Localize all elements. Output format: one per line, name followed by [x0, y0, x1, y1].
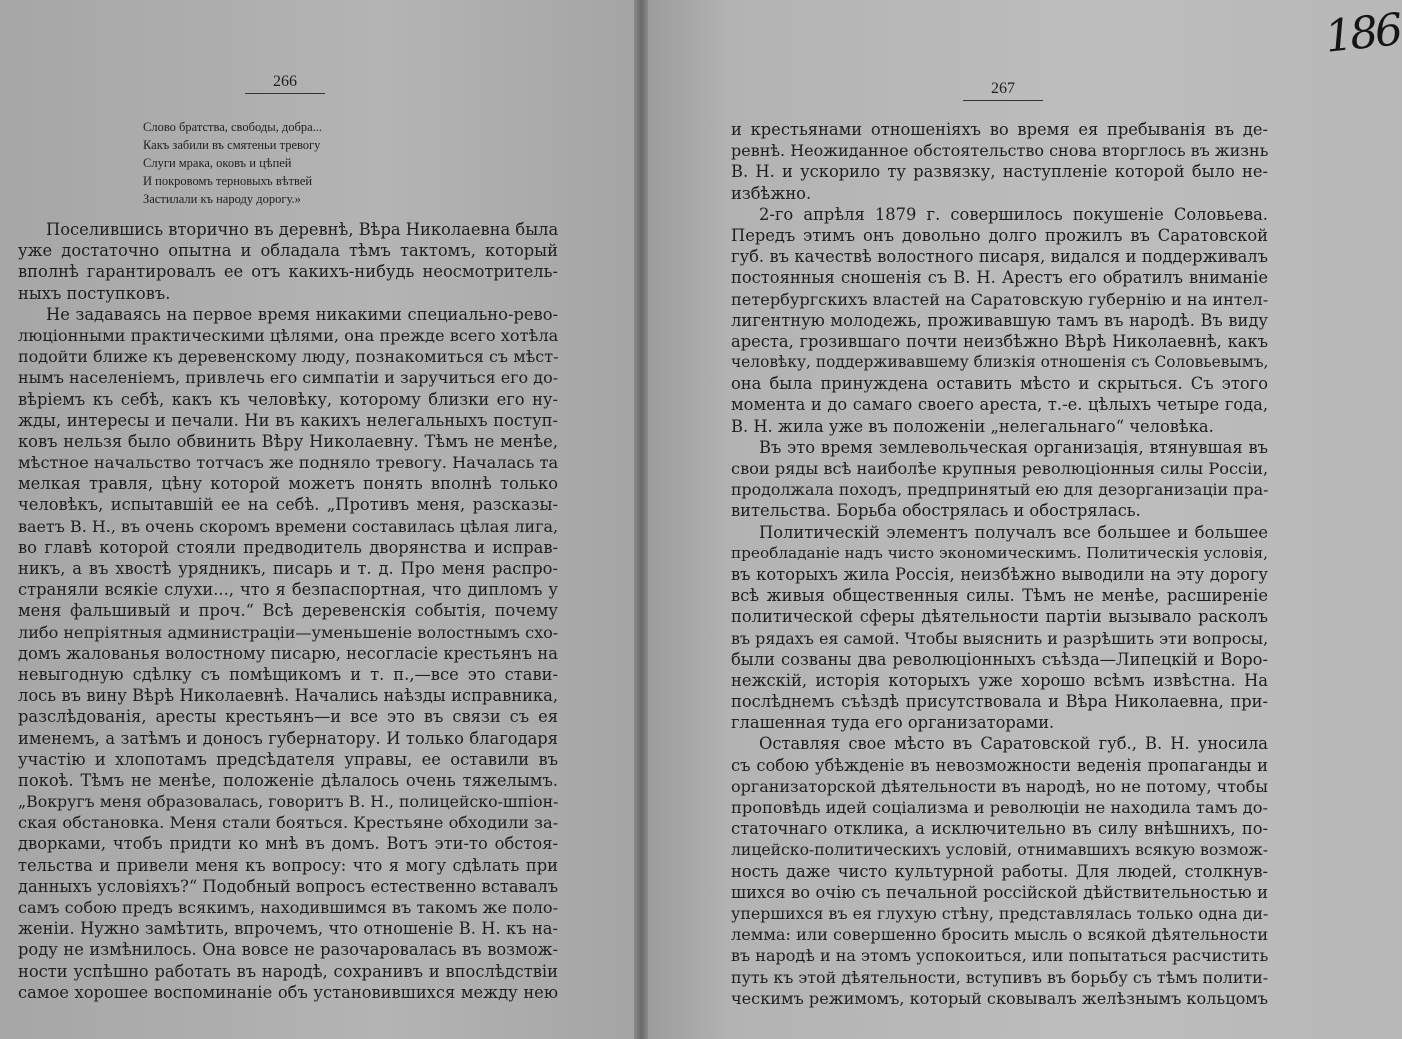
text-line: Не задаваясь на первое время никакими специально-рево-: [46, 304, 558, 324]
text-line: покоѣ. Тѣмъ не менѣе, положеніе дѣлалось очень тяжелымъ.: [18, 770, 558, 790]
text-line: жды, интересы и печали. Ни въ какихъ нелегальныхъ поступ-: [18, 410, 558, 430]
poem-line: Какъ забили въ смятеньи тревогу: [143, 138, 321, 152]
text-line: ныхъ поступковъ.: [18, 283, 171, 303]
book-gutter: [634, 0, 648, 1039]
text-line: страняли всякіе слухи..., что я безпаспортная, что дипломъ у: [18, 580, 558, 600]
text-line: тельства и привели меня къ вопросу: что я могу сдѣлать при: [18, 855, 558, 875]
text-line: мѣстное начальство тотчасъ же подняло тревогу. Началась та: [18, 453, 559, 473]
text-line: ревнѣ. Неожиданное обстоятельство снова вторглось въ жизнь: [731, 141, 1269, 161]
text-line: губ. въ качествѣ волостного писаря, видался и поддерживалъ: [731, 247, 1268, 267]
text-line: данныхъ условіяхъ?“ Подобный вопросъ естественно вставалъ: [18, 876, 559, 896]
left-page-text: [18, 219, 558, 1003]
text-line: В. Н. и ускорило ту развязку, наступленіе которой было не-: [731, 162, 1268, 182]
text-line: она была принуждена оставить мѣсто и скрыться. Съ этого: [731, 374, 1268, 394]
handwritten-folio-number: 186: [1322, 4, 1402, 63]
text-line: во главѣ которой стояли предводитель дворянства и исправ-: [18, 537, 558, 557]
text-line: нежскій, исторія которыхъ уже хорошо всѣмъ извѣстна. На: [731, 670, 1268, 690]
text-line: дворками, чтобъ придти ко мнѣ въ домъ. Вотъ эти-то обстоя-: [18, 834, 558, 854]
text-line: лось въ вину Вѣрѣ Николаевнѣ. Начались наѣзды исправника,: [18, 686, 558, 706]
text-line: В. Н. жила уже въ положеніи „нелегальнаго“ человѣка.: [731, 416, 1214, 436]
text-line: ская обстановка. Меня стали бояться. Крестьяне обходили за-: [18, 813, 559, 833]
text-line: невыгодную сдѣлку съ помѣщикомъ и т. п.,—все это стави-: [18, 664, 558, 684]
text-line: ности успѣшно работать въ народѣ, сохранивъ и впослѣдствіи: [18, 961, 558, 981]
text-line: постоянныя сношенія съ В. Н. Арестъ его обратилъ вниманіе: [731, 268, 1268, 288]
text-line: меня фальшивый и проч.“ Всѣ деревенскія событія, почему: [18, 601, 558, 621]
text-line: свои ряды всѣ наиболѣе крупныя революціонныя силы Россіи,: [731, 459, 1269, 478]
text-line: послѣднемъ съѣздѣ присутствовала и Вѣра Николаевна, при-: [731, 692, 1268, 712]
text-line: Поселившись вторично въ деревнѣ, Вѣра Николаевна была: [46, 220, 559, 239]
poem-epigraph: [143, 118, 443, 208]
text-line: люціонными практическими цѣлями, она прежде всего хотѣла: [18, 325, 559, 345]
text-line: петербургскихъ властей на Саратовскую губернію и на интел-: [731, 289, 1269, 309]
text-line: самое хорошее воспоминаніе объ установившихся между нею: [18, 982, 558, 1002]
text-line: упершихся въ ея глухую стѣну, представлялась только одна ди-: [731, 903, 1269, 923]
text-line: всѣ живыя общественныя силы. Тѣмъ не менѣе, расширеніе: [731, 586, 1268, 606]
text-line: глашенная туда его организаторами.: [731, 713, 1055, 733]
text-line: шихся во очію съ печальной россійской дѣйствительностью и: [731, 882, 1268, 902]
text-line: участію и хлопотамъ предсѣдателя управы, ее оставили въ: [18, 749, 558, 769]
text-line: ареста, грозившаго почти неизбѣжно Вѣрѣ Николаевнѣ, какъ: [731, 331, 1268, 351]
text-line: съ собою убѣжденіе въ невозможности веденія пропаганды и: [731, 755, 1268, 775]
text-line: вительства. Борьба обострялась и обострялась.: [731, 501, 1141, 521]
poem-line: Слуги мрака, оковъ и цѣпей: [143, 156, 292, 170]
text-line: „Вокругъ меня образовалась, говоритъ В. Н., полицейско-шпіон-: [18, 792, 559, 812]
poem-line: И покровомъ терновыхъ вѣтвей: [143, 174, 313, 188]
text-line: именемъ, а затѣмъ и доносъ губернатору. И только благодаря: [18, 728, 558, 748]
page-number-right: 267: [963, 80, 1043, 101]
text-line: либо непріятныя администраціи—уменьшеніе волостнымъ схо-: [18, 622, 559, 642]
page-number-left: 266: [245, 73, 325, 94]
text-line: организаторской дѣятельности въ народѣ, но не потому, чтобы: [731, 776, 1268, 796]
text-line: 2-го апрѣля 1879 г. совершилось покушеніе Соловьева.: [759, 204, 1268, 224]
text-line: лицейско-политическихъ условій, отнимавшихъ всякую возмож-: [731, 840, 1268, 860]
text-line: домъ жалованья волостному писарю, несогласіе крестьянъ на: [18, 643, 558, 663]
text-line: момента и до самаго своего ареста, т.-е. цѣлыхъ четыре года,: [731, 395, 1268, 415]
text-line: ческимъ режимомъ, который сковывалъ желѣзнымъ кольцомъ: [731, 988, 1269, 1008]
text-line: Политическій элементъ получалъ все большее и большее: [759, 522, 1268, 542]
poem-line: Слово братства, свободы, добра...: [143, 120, 323, 134]
text-line: ваетъ В. Н., въ очень скоромъ времени составилась цѣлая лига,: [18, 516, 559, 536]
text-line: въ которыхъ жила Россія, неизбѣжно выводили на эту дорогу: [731, 564, 1268, 584]
text-line: мелкая травля, цѣну которой можетъ понять вполнѣ только: [18, 474, 558, 494]
text-line: Оставляя свое мѣсто въ Саратовской губ., В. Н. уносила: [759, 734, 1268, 754]
text-line: подойти ближе къ деревенскому люду, познакомиться съ мѣст-: [18, 347, 559, 367]
text-line: въ рядахъ ея самой. Чтобы выяснить и разрѣшить эти вопросы,: [731, 628, 1269, 648]
text-line: Передъ этимъ онъ довольно долго прожилъ въ Саратовской: [731, 225, 1268, 245]
text-line: роду не измѣнилось. Она вовсе не разочаровалась въ возмож-: [18, 940, 558, 960]
text-line: человѣкъ, испытавшій ее на себѣ. „Противъ меня, разсказы-: [18, 495, 558, 515]
text-line: Въ это время землевольческая организація, втянувшая въ: [759, 437, 1268, 457]
text-line: ность даже чисто культурной работы. Для людей, столкнув-: [731, 861, 1268, 881]
text-line: женіи. Нужно замѣтить, впрочемъ, что отношеніе В. Н. къ на-: [18, 919, 558, 939]
text-line: статочнаго отклика, а исключительно въ силу внѣшнихъ, по-: [731, 819, 1268, 839]
text-line: были созваны два революціонныхъ съѣзда—Липецкій и Воро-: [731, 649, 1268, 669]
text-line: ковъ нельзя было обвинить Вѣру Николаевну. Тѣмъ не менѣе,: [18, 431, 558, 451]
text-line: преобладаніе надъ чисто экономическимъ. Политическія условія,: [731, 543, 1268, 562]
right-page-text: [731, 119, 1268, 1009]
text-line: проповѣдь идей соціализма и революціи не находила тамъ до-: [731, 798, 1269, 817]
text-line: разслѣдованія, аресты крестьянъ—и все это въ связи съ ея: [18, 707, 558, 727]
text-line: продолжала походъ, предпринятый ею для дезорганизаціи пра-: [731, 480, 1269, 500]
text-line: никъ, а въ хвостѣ урядникъ, писарь и т. д. Про меня распро-: [18, 559, 558, 578]
text-line: избѣжно.: [731, 183, 812, 203]
text-line: вѣріемъ къ себѣ, какъ къ человѣку, которому близки его ну-: [18, 389, 558, 409]
text-line: политической сферы дѣятельности партіи вызывало расколъ: [731, 607, 1268, 627]
text-line: и крестьянами отношеніяхъ во время ея пребыванія въ де-: [731, 120, 1268, 139]
text-line: въ народѣ и на этомъ успокоиться, или попытаться расчистить: [731, 946, 1269, 966]
text-line: лемма: или совершенно бросить мысль о всякой дѣятельности: [731, 925, 1269, 945]
text-line: уже достаточно опытна и обладала тѣмъ тактомъ, который: [18, 241, 558, 261]
text-line: человѣку, поддерживавшему близкія отношенія съ Соловьевымъ,: [731, 353, 1269, 372]
text-line: самъ собою предъ всякимъ, находившимся въ такомъ же поло-: [18, 898, 559, 917]
text-line: вполнѣ гарантировалъ ее отъ какихъ-нибудь неосмотритель-: [18, 262, 558, 282]
text-line: лигентную молодежь, проживавшую тамъ въ народѣ. Въ виду: [731, 310, 1268, 330]
text-line: путь къ этой дѣятельности, вступивъ въ борьбу съ тѣмъ полити-: [731, 967, 1269, 987]
text-line: нымъ населеніемъ, привлечь его симпатіи и заручиться его до-: [18, 368, 559, 388]
poem-line: Застилали къ народу дорогу.»: [143, 192, 301, 206]
